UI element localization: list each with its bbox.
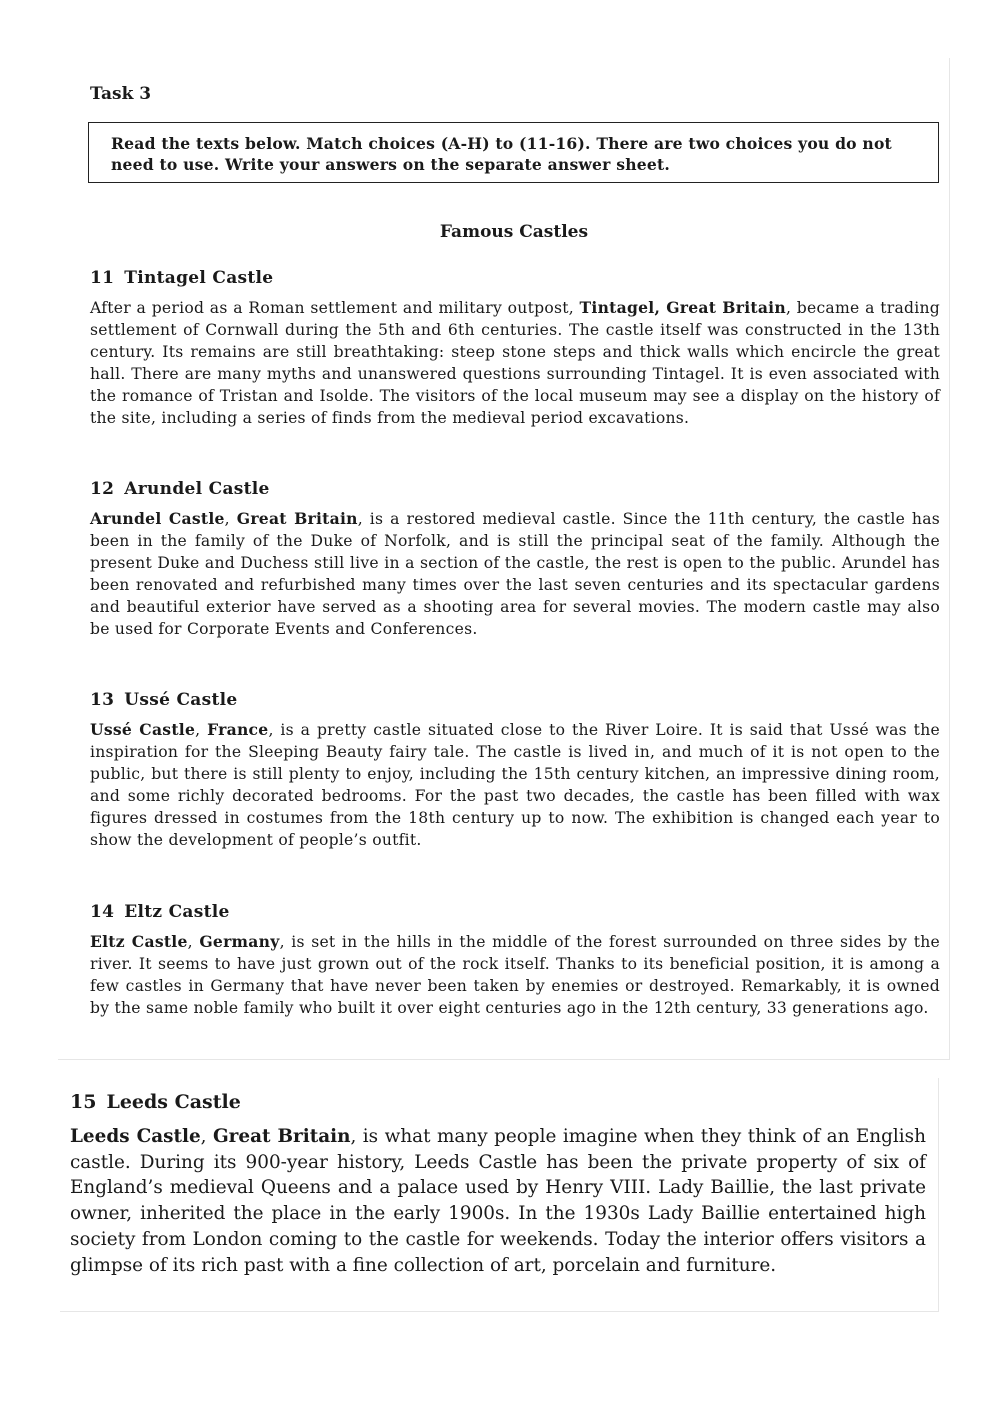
task-label: Task 3 [90, 84, 152, 104]
text-sep: , [187, 933, 200, 951]
text-body: , is set in the hills in the middle of the forest surrounded on three sides by the river. It seems to have just grown out of the rock itself. Thanks to its beneficial position, it is among a few castles in Germany that have never been taken by enemies or destroyed. Remarkably, it is owned by the same noble family who built it over eight centuries ago in the 12th century, 33 generations ago. [90, 933, 940, 1017]
section-number: 13 [90, 690, 115, 710]
text-body: , is a restored medieval castle. Since the 11th century, the castle has been in the family of the Duke of Norfolk, and is still the principal seat of the family. Although the present Duke and Duchess still live in a section of the castle, the rest is open to the public. Arundel has been renovated and refurbished many times over the last seven centuries and its spectacular gardens and beautiful exterior have served as a shooting area for several movies. The modern castle may also be used for Corporate Events and Conferences. [90, 510, 941, 638]
text-bold-country: France [207, 720, 269, 739]
section-text [90, 297, 940, 429]
section-leeds [60, 1078, 939, 1312]
section-title: Arundel Castle [124, 479, 270, 499]
text-bold-country: Germany [199, 932, 280, 951]
section-number: 15 [70, 1091, 97, 1113]
section-heading [70, 1090, 926, 1114]
instruction-box: Read the texts below. Match choices (A-H) to (11-16). There are two choices you do not need to use. Write your answers on the separate answer sheet. [88, 122, 939, 183]
text-bold-name: Eltz Castle [90, 932, 188, 951]
section-arundel [90, 478, 940, 640]
text-bold-name: Leeds Castle [70, 1126, 201, 1147]
section-title: Ussé Castle [124, 690, 238, 710]
section-heading [90, 267, 940, 289]
section-text [90, 719, 940, 851]
text-sep: , [200, 1126, 213, 1147]
text-bold-country: Great Britain [212, 1126, 351, 1147]
section-tintagel [90, 267, 940, 429]
text-body: , became a trading settlement of Cornwall during the 5th and 6th centuries. The castle itself was constructed in the 13th century. Its remains are still breathtaking: steep stone steps and thick walls which encircle the great hall. There are many myths and unanswered questions surrounding Tintagel. It is even associated with the romance of Tristan and Isolde. The visitors of the local museum may see a display on the history of the site, including a series of finds from the medieval period excavations. [90, 299, 940, 427]
text-body: , is a pretty castle situated close to the River Loire. It is said that Ussé was the inspiration for the Sleeping Beauty fairy tale. The castle is lived in, and much of it is not open to the public, but there is still plenty to enjoy, including the 15th century kitchen, an impressive dining room, and some richly decorated bedrooms. For the past two decades, the castle has been filled with wax figures dressed in costumes from the 18th century up to now. The exhibition is changed each year to show the development of people’s outfit. [90, 721, 940, 849]
text-bold-sep: , [654, 298, 667, 317]
section-usse [90, 689, 940, 851]
text-bold-name: Ussé Castle [90, 720, 196, 739]
section-heading [90, 478, 940, 500]
section-eltz [90, 901, 940, 1019]
section-number: 11 [90, 268, 115, 288]
section-heading [90, 689, 940, 711]
text-body: , is what many people imagine when they think of an English castle. During its 900-year history, Leeds Castle has been the private property of six of England’s medieval Queens and a palace used by Henry VIII. Lady Baillie, the last private owner, inherited the place in the early 1900s. In the 1930s Lady Baillie entertained high society from London coming to the castle for weekends. Today the interior offers visitors a glimpse of its rich past with a fine collection of art, porcelain and furniture. [70, 1126, 926, 1276]
section-title: Eltz Castle [124, 902, 230, 922]
text-intro: After a period as a Roman settlement and military outpost, [90, 299, 580, 317]
text-bold-country: Great Britain [666, 298, 786, 317]
section-heading [90, 901, 940, 923]
section-text [90, 508, 940, 640]
section-title: Tintagel Castle [124, 268, 274, 288]
text-bold-name: Tintagel [579, 298, 655, 317]
text-sep: , [195, 721, 208, 739]
section-title: Leeds Castle [106, 1091, 241, 1113]
section-number: 12 [90, 479, 115, 499]
section-text [90, 931, 940, 1019]
text-bold-name: Arundel Castle [90, 509, 225, 528]
text-sep: , [224, 510, 237, 528]
document-title: Famous Castles [439, 222, 589, 242]
text-bold-country: Great Britain [236, 509, 358, 528]
section-text [70, 1124, 926, 1278]
section-number: 14 [90, 902, 115, 922]
